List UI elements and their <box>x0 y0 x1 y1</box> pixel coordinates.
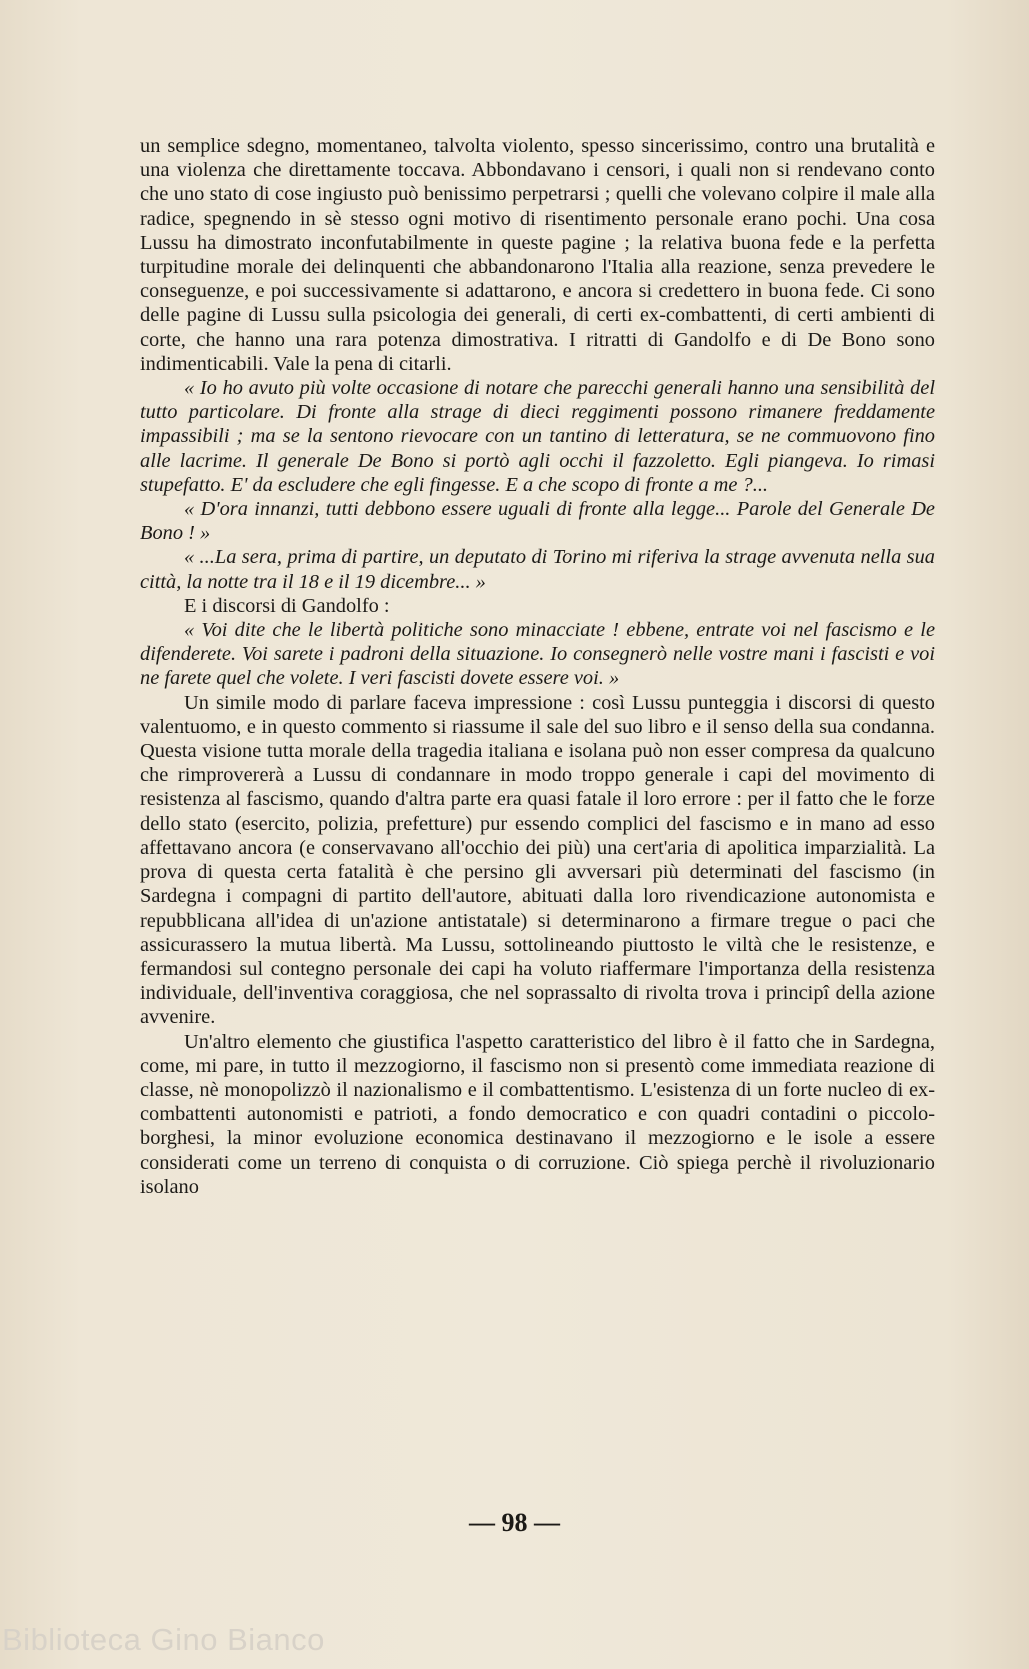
library-watermark: Biblioteca Gino Bianco <box>2 1622 325 1657</box>
page-number: — 98 — <box>469 1508 560 1537</box>
quote-gandolfo: « Voi dite che le libertà politiche sono minacciate ! ebbene, entrate voi nel fascismo e le difenderete. Voi sarete i padroni della situazione. Io consegnerò nelle vostre mani i fascisti e voi ne farete quel che volete. I veri fascisti dovete essere voi. » <box>140 619 935 690</box>
paragraph-elemento: Un'altro elemento che giustifica l'aspetto caratteristico del libro è il fatto che in Sardegna, come, mi pare, in tutto il mezzogiorno, il fascismo non si presentò come immediata reazione di classe, nè monopolizzò il nazionalismo e il combattentismo. L'esistenza di un forte nucleo di ex-combattenti autonomisti e patrioti, a fondo democratico e con quadri contadini o piccolo-borghesi, la minor evoluzione economica destinavano il mezzogiorno e le isole a essere considerati come un terreno di conquista o di corruzione. Ciò spiega perchè il rivoluzionario isolano <box>140 1030 935 1198</box>
gandolfo-intro: E i discorsi di Gandolfo : <box>184 594 390 617</box>
quote-de-bono-2: « D'ora innanzi, tutti debbono essere uguali di fronte alla legge... Parole del Generale De Bono ! » <box>140 498 935 545</box>
paragraph-1: un semplice sdegno, momentaneo, talvolta violento, spesso sincerissimo, contro una brutalità e una violenza che direttamente toccava. Abbondavano i censori, i quali non si rendevano conto che uno stato di cose ingiusto può benissimo perpetrarsi ; quelli che volevano colpire il male alla radice, spegnendo in sè stesso ogni motivo di risentimento personale erano pochi. Una cosa Lussu ha dimostrato inconfutabilmente in queste pagine ; la relativa buona fede e la perfetta turpitudine morale dei delinquenti che abbandonarono l'Italia alla reazione, senza prevedere le conseguenze, e poi successivamente si adattarono, e ancora si credettero in buona fede. Ci sono delle pagine di Lussu sulla psicologia dei generali, di certi ex-combattenti, di certi ambienti di corte, che hanno una rara potenza dimostrativa. I ritratti di Gandolfo e di De Bono sono indimenticabili. Vale la pena di citarli. <box>140 135 935 375</box>
body-text <box>140 134 935 1199</box>
paragraph-commento: Un simile modo di parlare faceva impressione : così Lussu punteggia i discorsi di questo valentuomo, e in questo commento si riassume il sale del suo libro e il senso della sua condanna. Questa visione tutta morale della tragedia italiana e isolana può non esser compresa da qualcuno che rimprovererà a Lussu di condannare in modo troppo generale i capi del movimento di resistenza al fascismo, quando d'altra parte era quasi fatale il loro errore : per il fatto che le forze dello stato (esercito, polizia, prefetture) pur essendo complici del fascismo e in mano ad esso affettavano ancora (e conservavano all'occhio dei più) una cert'aria di apolitica imparzialità. La prova di questa certa fatalità è che persino gli avversari più determinati del fascismo (in Sardegna i compagni di partito dell'autore, abituati dalla loro rivendicazione autonomista e repubblicana all'idea di un'azione antistatale) si determinarono a firmare tregue o paci che assicurassero la mutua libertà. Ma Lussu, sottolineando piuttosto le viltà che le resistenze, e fermandosi sul contegno personale dei capi ha voluto riaffermare l'importanza della resistenza individuale, dell'inventiva coraggiosa, che nel soprassalto di rivolta trova i principî della azione avvenire. <box>140 691 935 1029</box>
quote-de-bono-1: « Io ho avuto più volte occasione di notare che parecchi generali hanno una sensibilità del tutto particolare. Di fronte alla strage di dieci reggimenti possono rimanere freddamente impassibili ; ma se la sentono rievocare con un tantino di letteratura, se ne commuovono fino alle lacrime. Il generale De Bono si portò agli occhi il fazzoletto. Egli piangeva. Io rimasi stupefatto. E' da escludere che egli fingesse. E a che scopo di fronte a me ?... <box>140 377 935 496</box>
quote-deputato: « ...La sera, prima di partire, un deputato di Torino mi riferiva la strage avvenuta nella sua città, la notte tra il 18 e il 19 dicembre... » <box>140 546 935 593</box>
